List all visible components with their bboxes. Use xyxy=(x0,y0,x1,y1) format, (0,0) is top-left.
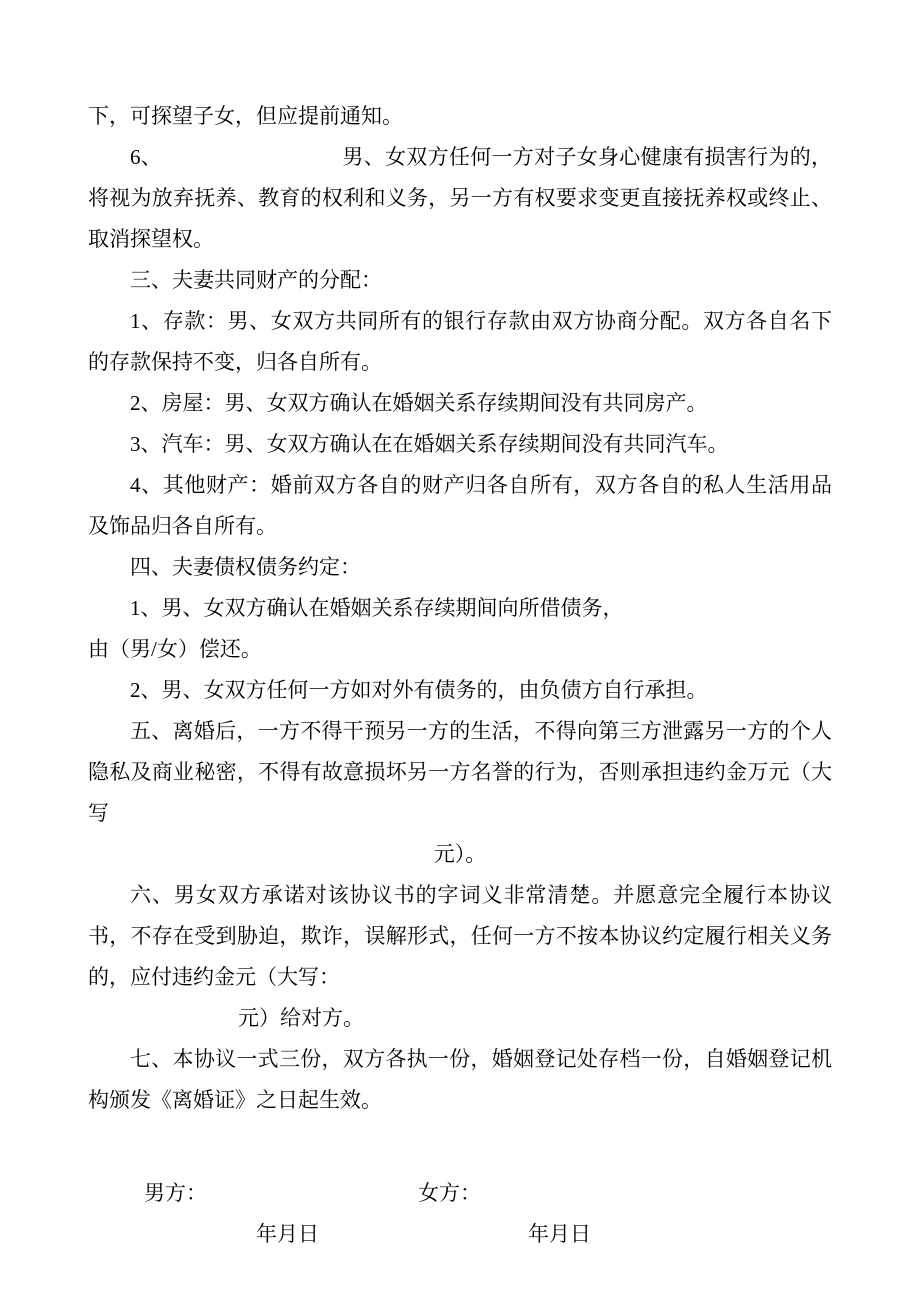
paragraph-section-3-title: 三、夫妻共同财产的分配： xyxy=(130,268,382,292)
female-signature-label: 女方： xyxy=(418,1181,481,1205)
paragraph-4-2-debt: 2、男、女双方任何一方如对外有债务的，由负债方自行承担。 xyxy=(130,678,708,702)
paragraph-3-2-house: 2、房屋：男、女双方确认在婚姻关系存续期间没有共同房产。 xyxy=(130,391,708,415)
paragraph-continuation: 下，可探望子女，但应提前通知。 xyxy=(88,104,403,128)
paragraph-section-6-tail xyxy=(88,998,832,1039)
document-body xyxy=(88,96,832,1255)
male-signature-label: 男方： xyxy=(144,1181,207,1205)
paragraph-3-1-savings: 1、存款：男、女双方共同所有的银行存款由双方协商分配。双方各自名下的存款保持不变，归各自所有。 xyxy=(88,309,832,374)
paragraph-3-3-car: 3、汽车：男、女双方确认在在婚姻关系存续期间没有共同汽车。 xyxy=(130,432,729,456)
paragraph-section-6: 六、男女双方承诺对该协议书的字词义非常清楚。并愿意完全履行本协议书，不存在受到胁迫，欺诈，误解形式，任何一方不按本协议约定履行相关义务的，应付违约金元（大写： xyxy=(88,883,832,989)
paragraph-section-7: 七、本协议一式三份，双方各执一份，婚姻登记处存档一份，自婚姻登记机构颁发《离婚证》之日起生效。 xyxy=(88,1047,832,1112)
item-6-text: 男、女双方任何一方对子女身心健康有损害行为的，将视为放弃抚养、教育的权利和义务，另一方有权要求变更直接抚养权或终止、取消探望权。 xyxy=(88,145,833,251)
paragraph-3-4-other-property: 4、其他财产：婚前双方各自的财产归各自所有，双方各自的私人生活用品及饰品归各自所有。 xyxy=(88,473,832,538)
female-signature-date: 年月日 xyxy=(528,1222,591,1246)
paragraph-section-4-title: 四、夫妻债权债务约定： xyxy=(130,555,361,579)
paragraph-4-1-repayment: 由（男/女）偿还。 xyxy=(88,637,262,661)
paragraph-section-5-tail: 元）。 xyxy=(433,842,487,866)
signature-block xyxy=(88,1173,832,1255)
male-signature-date: 年月日 xyxy=(256,1222,319,1246)
signature-dates-row xyxy=(88,1214,832,1255)
paragraph-section-5: 五、离婚后，一方不得干预另一方的生活，不得向第三方泄露另一方的个人隐私及商业秘密，不得有故意损坏另一方名誉的行为，否则承担违约金万元（大写 xyxy=(88,719,832,825)
signature-names-row xyxy=(88,1173,832,1214)
paragraph-item-6 xyxy=(88,137,832,260)
paragraph-4-1-debt: 1、男、女双方确认在婚姻关系存续期间向所借债务， xyxy=(130,596,624,620)
section-6-tail-text: 元）给对方。 xyxy=(238,1006,364,1030)
item-6-number: 6、 xyxy=(130,145,163,169)
